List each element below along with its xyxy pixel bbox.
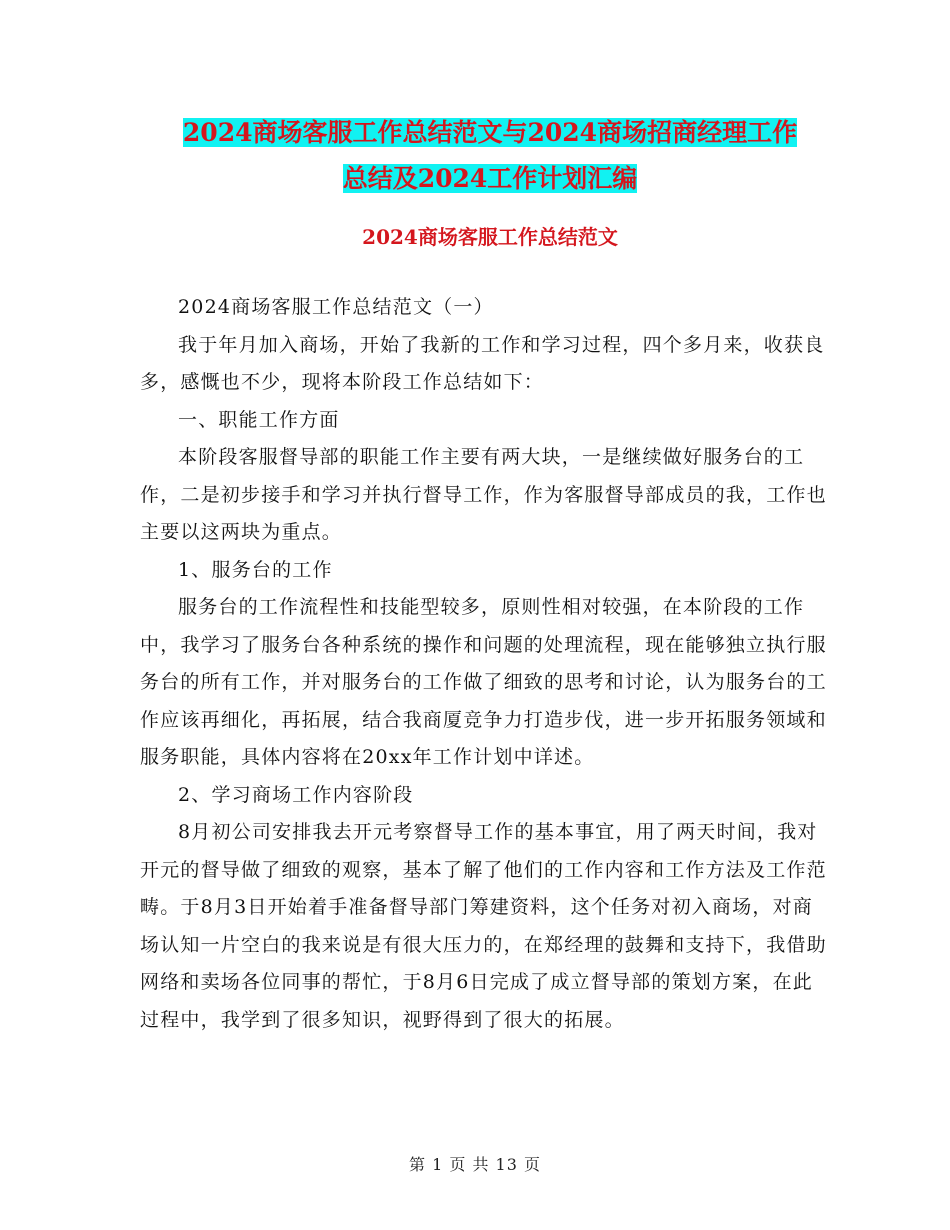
paragraph: 本阶段客服督导部的职能工作主要有两大块，一是继续做好服务台的工作，二是初步接手和学习并执行督导工作，作为客服督导部成员的我，工作也主要以这两块为重点。	[140, 446, 827, 543]
document-title-line-2: 总结及2024工作计划汇编	[342, 164, 638, 193]
document-title	[140, 110, 840, 202]
paragraph-subtitle: 2024商场客服工作总结范文（一）	[178, 296, 494, 318]
paragraph-heading: 2、学习商场工作内容阶段	[178, 783, 414, 806]
document-body	[140, 289, 830, 1039]
paragraph: 服务台的工作流程性和技能型较多，原则性相对较强，在本阶段的工作中，我学习了服务台各种系统的操作和问题的处理流程，现在能够独立执行服务台的所有工作，并对服务台的工作做了细致的思考和讨论，认为服务台的工作应该再细化，再拓展，结合我商厦竞争力打造步伐，进一步开拓服务领域和服务职能，具体内容将在20xx年工作计划中详述。	[140, 596, 827, 768]
paragraph: 8月初公司安排我去开元考察督导工作的基本事宜，用了两天时间，我对开元的督导做了细致的观察，基本了解了他们的工作内容和工作方法及工作范畴。于8月3日开始着手准备督导部门筹建资料，这个任务对初入商场，对商场认知一片空白的我来说是有很大压力的，在郑经理的鼓舞和支持下，我借助网络和卖场各位同事的帮忙，于8月6日完成了成立督导部的策划方案，在此过程中，我学到了很多知识，视野得到了很大的拓展。	[140, 821, 827, 1031]
document-title-line-1: 2024商场客服工作总结范文与2024商场招商经理工作	[182, 118, 798, 147]
section-title: 2024商场客服工作总结范文	[362, 225, 618, 249]
page-footer: 第 1 页 共 13 页	[409, 1155, 541, 1174]
paragraph-heading: 1、服务台的工作	[178, 558, 333, 581]
paragraph: 我于年月加入商场，开始了我新的工作和学习过程，四个多月来，收获良多，感慨也不少，现将本阶段工作总结如下：	[140, 333, 825, 393]
paragraph-heading: 一、职能工作方面	[178, 408, 340, 431]
